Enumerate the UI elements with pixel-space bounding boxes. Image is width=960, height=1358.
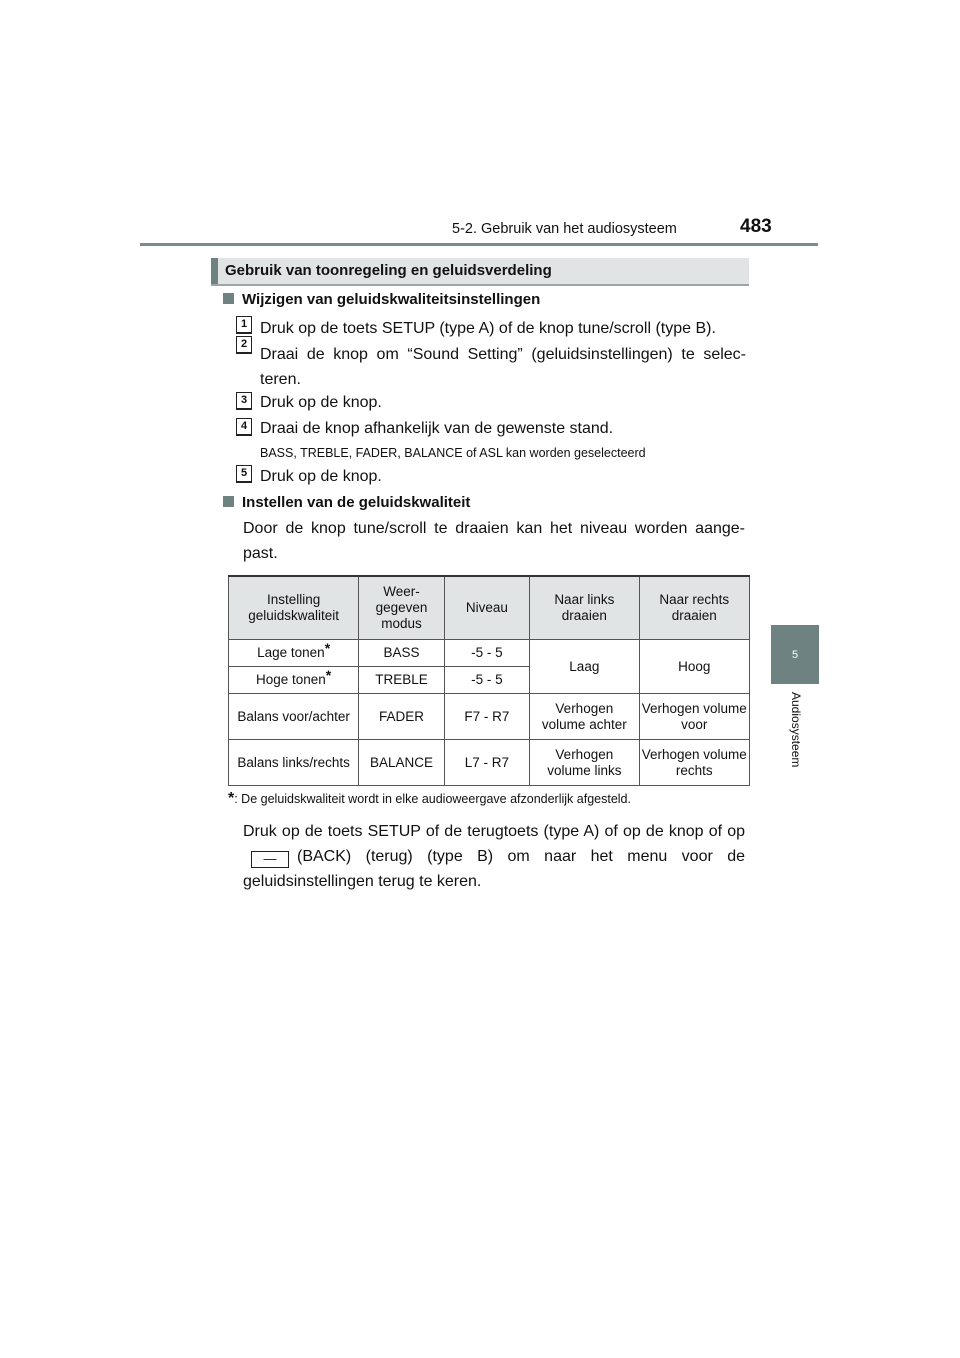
step-number-5: 5 [236, 465, 252, 483]
table-cell: -5 - 5 [444, 640, 529, 667]
column-header: Naar rechts draaien [639, 576, 749, 640]
table-header-row [229, 576, 750, 640]
step-text-4: Draai de knop afhankelijk van de gewenste stand. [260, 420, 614, 437]
table-cell: Verhogen volume links [530, 740, 639, 786]
table-cell: Balans links/rechts [229, 740, 359, 786]
table-cell: F7 - R7 [444, 694, 529, 740]
table-cell: Verhogen volume rechts [639, 740, 749, 786]
page-number: 483 [740, 216, 772, 237]
table-cell: TREBLE [359, 667, 444, 694]
table-cell: BALANCE [359, 740, 444, 786]
table-cell: Verhogen volume voor [639, 694, 749, 740]
chapter-label: Audiosysteem [789, 692, 803, 768]
subsection-heading-1 [223, 291, 540, 308]
subsection-heading-2 [223, 494, 470, 511]
back-button-icon: — [251, 851, 289, 868]
step-text-2: Draai de knop om “Sound Setting” (geluidsinstellingen) te selec-teren. [260, 346, 746, 388]
table-cell: FADER [359, 694, 444, 740]
step-4-note: BASS, TREBLE, FADER, BALANCE of ASL kan worden geselecteerd [260, 446, 646, 460]
step-number-3: 3 [236, 392, 252, 410]
column-header: Naar links draaien [530, 576, 639, 640]
footnote-text: : De geluidskwaliteit wordt in elke audioweergave afzonderlijk afgesteld. [234, 792, 631, 806]
asterisk-marker: * [324, 640, 331, 656]
column-header: Niveau [444, 576, 529, 640]
step-number-4: 4 [236, 418, 252, 436]
closing-paragraph [243, 819, 745, 894]
table-cell [229, 640, 359, 667]
subsection-title-2: Instellen van de geluidskwaliteit [242, 494, 471, 511]
closing-text-1: Druk op de toets SETUP of de terugtoets (type A) of op de knop of op [243, 823, 745, 840]
table-row [229, 640, 750, 667]
chapter-tab [771, 625, 819, 684]
subsection-title-1: Wijzigen van geluidskwaliteitsinstellingen [242, 291, 541, 308]
table-cell: Laag [530, 640, 639, 694]
footnote-marker: * [228, 790, 235, 807]
step-text-1: Druk op de toets SETUP (type A) of de knop tune/scroll (type B). [260, 320, 716, 337]
header-rule [140, 243, 818, 246]
asterisk-marker: * [325, 667, 332, 683]
section-heading [211, 258, 749, 286]
section-title: Gebruik van toonregeling en geluidsverdeling [225, 262, 552, 279]
cell-text: Hoge tonen [255, 672, 326, 687]
step-text-5: Druk op de knop. [260, 468, 382, 485]
header-section-title: 5-2. Gebruik van het audiosysteem [452, 221, 677, 237]
square-bullet-icon [223, 496, 234, 507]
chapter-number: 5 [791, 648, 799, 661]
sound-quality-table [228, 575, 750, 786]
square-bullet-icon [223, 293, 234, 304]
table-cell: Hoog [639, 640, 749, 694]
table-footnote [228, 790, 631, 808]
step-text-3: Druk op de knop. [260, 394, 382, 411]
subsection-2-intro: Door de knop tune/scroll te draaien kan het niveau worden aange-past. [243, 520, 745, 562]
table-row [229, 694, 750, 740]
table-cell: Verhogen volume achter [530, 694, 639, 740]
table-cell: BASS [359, 640, 444, 667]
column-header: Weer-gegeven modus [359, 576, 444, 640]
step-number-1: 1 [236, 316, 252, 334]
closing-text-2: (BACK) (terug) (type B) om naar het menu voor de geluidsinstellingen terug te keren. [243, 848, 745, 890]
table-cell: L7 - R7 [444, 740, 529, 786]
table-row [229, 740, 750, 786]
section-accent [211, 258, 218, 284]
table-cell [229, 667, 359, 694]
table-cell: Balans voor/achter [229, 694, 359, 740]
column-header: Instelling geluidskwaliteit [229, 576, 359, 640]
step-number-2: 2 [236, 336, 252, 354]
cell-text: Lage tonen [257, 645, 325, 660]
table-cell: -5 - 5 [444, 667, 529, 694]
